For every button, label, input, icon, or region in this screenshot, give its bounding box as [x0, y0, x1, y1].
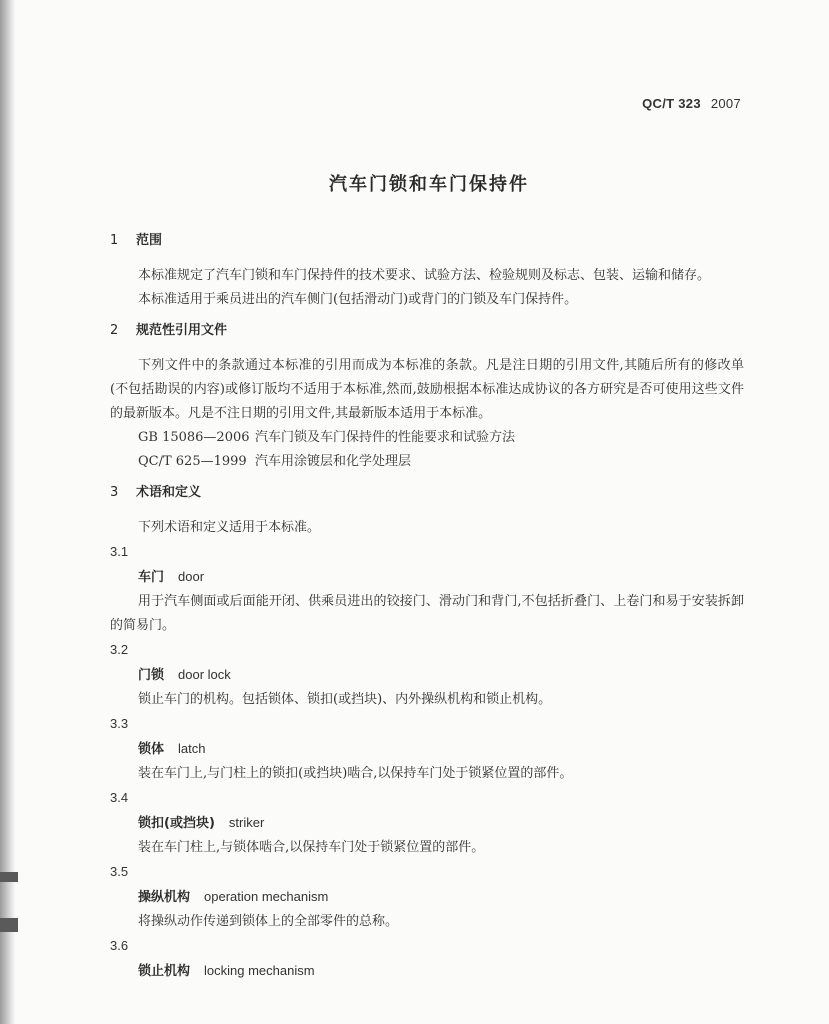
term-heading — [110, 958, 744, 984]
term-zh: 操纵机构 — [138, 890, 191, 905]
section-title: 术语和定义 — [136, 485, 202, 500]
term-en: door lock — [178, 667, 231, 682]
reference-item — [110, 450, 744, 474]
section-title: 规范性引用文件 — [136, 323, 228, 338]
section-title: 范围 — [136, 233, 163, 248]
scan-binding-shadow — [0, 0, 16, 1024]
section-number: 2 — [110, 323, 119, 338]
section-number: 1 — [110, 233, 119, 248]
section-heading-scope — [110, 228, 744, 254]
term-number: 3.5 — [110, 864, 129, 879]
section-number: 3 — [110, 485, 119, 500]
term-definition: 将操纵动作传递到锁体上的全部零件的总称。 — [138, 914, 399, 929]
term-en: striker — [228, 815, 265, 830]
term-en: locking mechanism — [204, 963, 315, 978]
paragraph: 下列文件中的条款通过本标准的引用而成为本标准的条款。凡是注日期的引用文件,其随后所有的修改单(不包括勘误的内容)或修订版均不适用于本标准,然而,鼓励根据本标准达成协议的各方研究是否可使用这些文件的最新版本。凡是不注日期的引用文件,其最新版本适用于本标准。 — [110, 358, 744, 421]
term-number: 3.1 — [110, 544, 129, 559]
term-number: 3.2 — [110, 642, 129, 657]
term-zh: 锁止机构 — [138, 964, 191, 979]
standard-year: 2007 — [710, 96, 741, 111]
section-heading-normative-references — [110, 318, 744, 344]
term-en: latch — [178, 741, 206, 756]
term-heading — [110, 662, 744, 688]
term-definition: 装在车门柱上,与锁体啮合,以保持车门处于锁紧位置的部件。 — [138, 840, 485, 855]
reference-code: GB 15086—2006 — [138, 430, 250, 445]
paragraph: 本标准适用于乘员进出的汽车侧门(包括滑动门)或背门的门锁及车门保持件。 — [138, 292, 578, 307]
document-body — [110, 228, 744, 984]
term-heading — [110, 884, 744, 910]
term-zh: 锁扣(或挡块) — [138, 816, 215, 831]
scan-binding-mark — [0, 918, 18, 932]
term-heading — [110, 564, 744, 590]
paragraph: 本标准规定了汽车门锁和车门保持件的技术要求、试验方法、检验规则及标志、包装、运输和储存。 — [138, 268, 711, 283]
section-heading-terms-definitions — [110, 480, 744, 506]
term-zh: 锁体 — [138, 742, 165, 757]
term-zh: 车门 — [138, 570, 165, 585]
term-zh: 门锁 — [138, 668, 165, 683]
standard-number: QC/T 323 — [642, 96, 701, 111]
reference-title: 汽车门锁及车门保持件的性能要求和试验方法 — [255, 430, 516, 445]
term-number: 3.3 — [110, 716, 129, 731]
term-en: door — [178, 569, 205, 584]
reference-code: QC/T 625—1999 — [138, 454, 247, 469]
term-definition: 装在车门上,与门柱上的锁扣(或挡块)啮合,以保持车门处于锁紧位置的部件。 — [138, 766, 573, 781]
term-definition: 锁止车门的机构。包括锁体、锁扣(或挡块)、内外操纵机构和锁止机构。 — [138, 692, 552, 707]
standard-code — [642, 96, 741, 111]
scan-binding-mark — [0, 872, 18, 882]
document-title: 汽车门锁和车门保持件 — [329, 174, 529, 195]
term-definition: 用于汽车侧面或后面能开闭、供乘员进出的铰接门、滑动门和背门,不包括折叠门、上卷门和易于安装拆卸的简易门。 — [110, 594, 744, 633]
term-heading — [110, 810, 744, 836]
term-heading — [110, 736, 744, 762]
reference-item — [110, 426, 744, 450]
term-en: operation mechanism — [204, 889, 329, 904]
paragraph: 下列术语和定义适用于本标准。 — [138, 520, 321, 535]
term-number: 3.6 — [110, 938, 129, 953]
term-number: 3.4 — [110, 790, 129, 805]
reference-title: 汽车用涂镀层和化学处理层 — [255, 454, 412, 469]
